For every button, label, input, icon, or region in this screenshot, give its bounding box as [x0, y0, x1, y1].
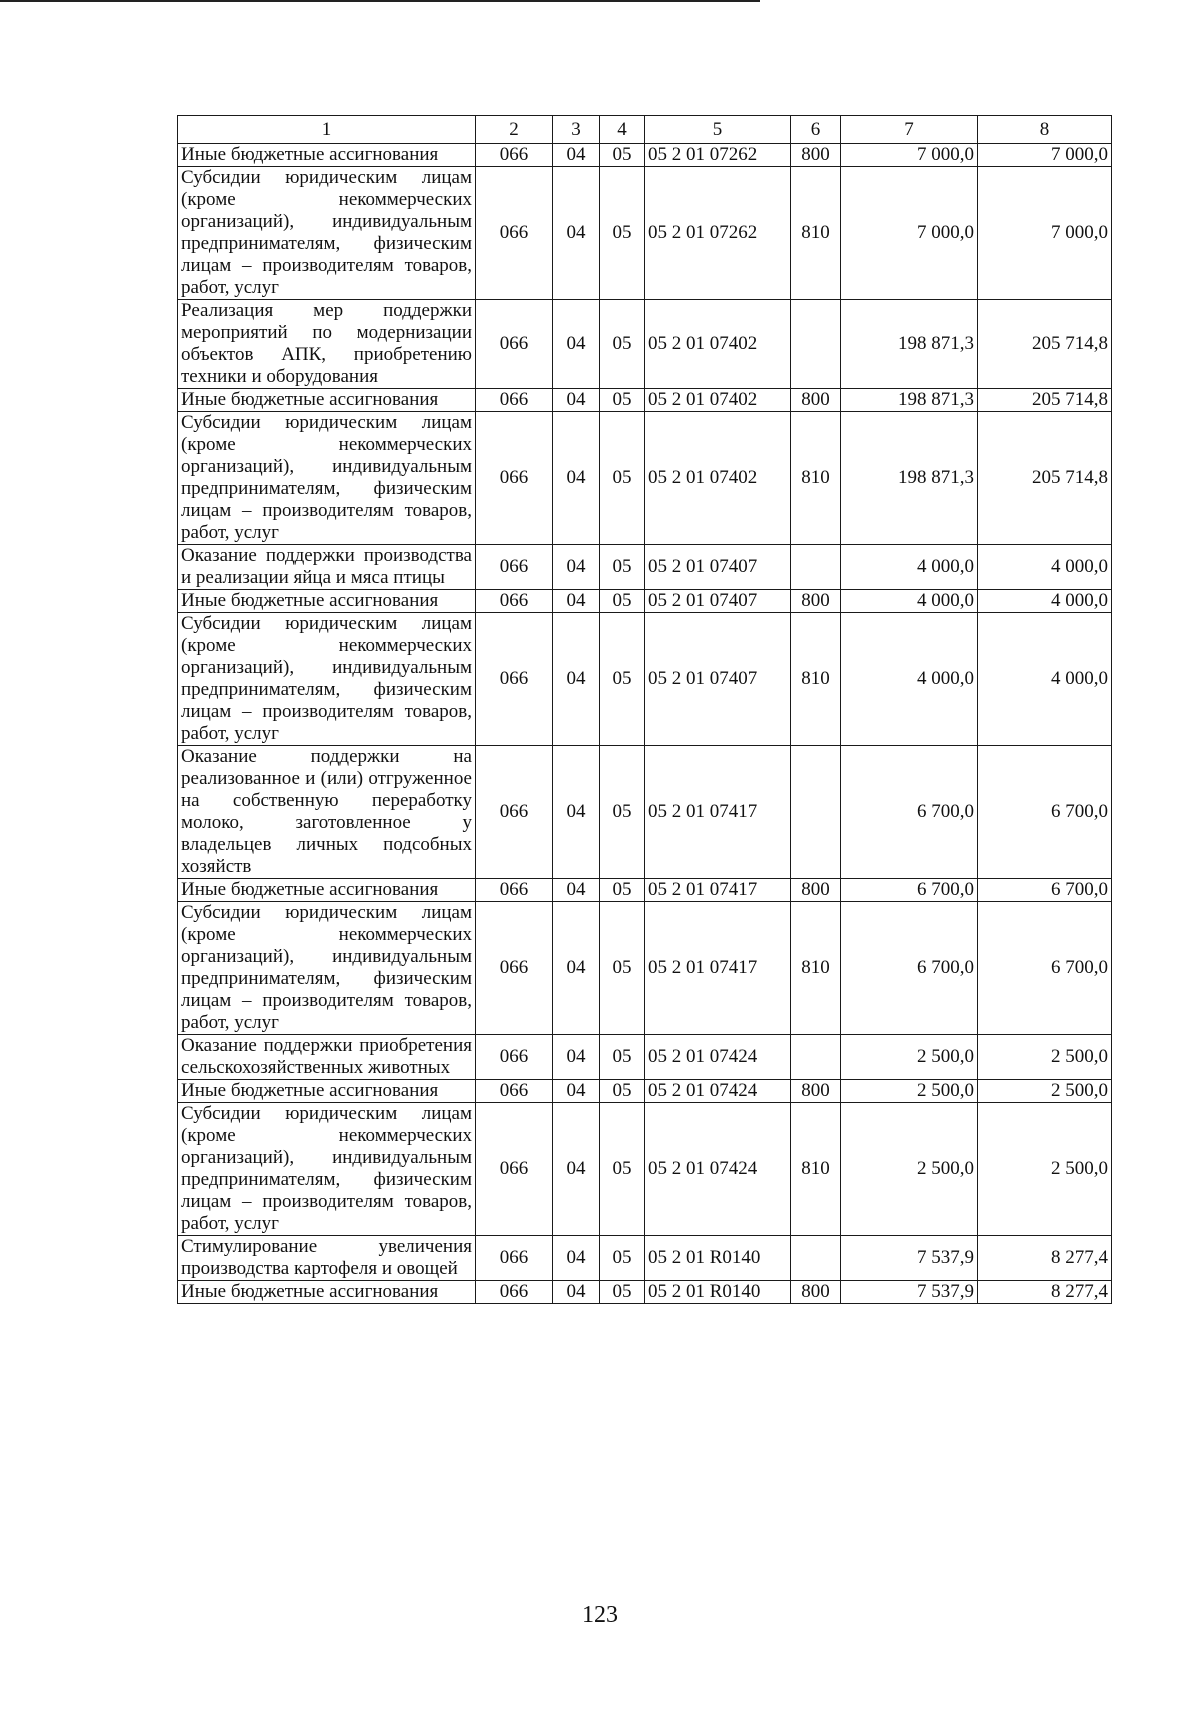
row-amount-col7: 2 500,0 [841, 1035, 978, 1080]
row-target-article: 05 2 01 07424 [645, 1035, 791, 1080]
row-amount-col7: 7 000,0 [841, 167, 978, 300]
row-target-article: 05 2 01 07424 [645, 1080, 791, 1103]
row-name: Субсидии юридическим лицам (кроме некоммерческих организаций), индивидуальным предпринимателям, физическим лицам – производителям товаров, работ, услуг [178, 1103, 476, 1236]
row-expense-type: 810 [791, 613, 841, 746]
row-amount-col8: 6 700,0 [978, 746, 1112, 879]
row-name: Оказание поддержки приобретения сельскохозяйственных животных [178, 1035, 476, 1080]
column-header: 3 [553, 116, 600, 144]
row-subsection: 05 [600, 879, 645, 902]
row-ministry-code: 066 [476, 167, 553, 300]
row-ministry-code: 066 [476, 1281, 553, 1304]
row-section: 04 [553, 1080, 600, 1103]
row-target-article: 05 2 01 07262 [645, 144, 791, 167]
column-header: 4 [600, 116, 645, 144]
page-number: 123 [582, 1602, 618, 1628]
row-target-article: 05 2 01 07262 [645, 167, 791, 300]
row-amount-col8: 7 000,0 [978, 144, 1112, 167]
row-section: 04 [553, 167, 600, 300]
row-amount-col8: 8 277,4 [978, 1281, 1112, 1304]
row-target-article: 05 2 01 07407 [645, 613, 791, 746]
row-amount-col7: 198 871,3 [841, 300, 978, 389]
row-ministry-code: 066 [476, 746, 553, 879]
row-ministry-code: 066 [476, 144, 553, 167]
row-target-article: 05 2 01 07402 [645, 389, 791, 412]
row-ministry-code: 066 [476, 879, 553, 902]
row-section: 04 [553, 879, 600, 902]
row-subsection: 05 [600, 1236, 645, 1281]
row-target-article: 05 2 01 07417 [645, 902, 791, 1035]
row-name: Оказание поддержки производства и реализации яйца и мяса птицы [178, 545, 476, 590]
row-name: Оказание поддержки на реализованное и (или) отгруженное на собственную переработку молоко, заготовленное у владельцев личных подсобных хозяйств [178, 746, 476, 879]
table-row [178, 879, 1112, 902]
row-amount-col7: 4 000,0 [841, 613, 978, 746]
row-ministry-code: 066 [476, 1103, 553, 1236]
row-section: 04 [553, 412, 600, 545]
table-row [178, 1035, 1112, 1080]
row-subsection: 05 [600, 167, 645, 300]
table-header-row [178, 116, 1112, 144]
row-amount-col8: 4 000,0 [978, 545, 1112, 590]
row-expense-type [791, 545, 841, 590]
row-amount-col8: 4 000,0 [978, 613, 1112, 746]
row-subsection: 05 [600, 545, 645, 590]
row-target-article: 05 2 01 07417 [645, 746, 791, 879]
table-row [178, 746, 1112, 879]
table-row [178, 613, 1112, 746]
row-amount-col8: 2 500,0 [978, 1035, 1112, 1080]
column-header: 1 [178, 116, 476, 144]
row-amount-col8: 205 714,8 [978, 389, 1112, 412]
row-name: Иные бюджетные ассигнования [178, 144, 476, 167]
table-row [178, 412, 1112, 545]
row-expense-type: 800 [791, 1080, 841, 1103]
row-section: 04 [553, 389, 600, 412]
row-amount-col8: 8 277,4 [978, 1236, 1112, 1281]
row-amount-col7: 7 537,9 [841, 1236, 978, 1281]
column-header: 6 [791, 116, 841, 144]
row-ministry-code: 066 [476, 1236, 553, 1281]
row-expense-type [791, 300, 841, 389]
row-target-article: 05 2 01 07424 [645, 1103, 791, 1236]
row-section: 04 [553, 613, 600, 746]
row-expense-type: 800 [791, 1281, 841, 1304]
row-section: 04 [553, 1035, 600, 1080]
row-amount-col7: 6 700,0 [841, 902, 978, 1035]
row-ministry-code: 066 [476, 300, 553, 389]
top-edge-rule [0, 0, 760, 2]
row-subsection: 05 [600, 746, 645, 879]
row-ministry-code: 066 [476, 1080, 553, 1103]
row-name: Иные бюджетные ассигнования [178, 389, 476, 412]
row-name: Стимулирование увеличения производства картофеля и овощей [178, 1236, 476, 1281]
row-amount-col7: 198 871,3 [841, 389, 978, 412]
row-name: Субсидии юридическим лицам (кроме некоммерческих организаций), индивидуальным предпринимателям, физическим лицам – производителям товаров, работ, услуг [178, 613, 476, 746]
row-expense-type: 810 [791, 1103, 841, 1236]
row-subsection: 05 [600, 300, 645, 389]
row-target-article: 05 2 01 07407 [645, 545, 791, 590]
row-expense-type [791, 746, 841, 879]
table-row [178, 1080, 1112, 1103]
row-subsection: 05 [600, 1035, 645, 1080]
row-amount-col7: 7 000,0 [841, 144, 978, 167]
table-row [178, 389, 1112, 412]
row-subsection: 05 [600, 389, 645, 412]
row-target-article: 05 2 01 R0140 [645, 1236, 791, 1281]
row-subsection: 05 [600, 1281, 645, 1304]
row-amount-col7: 2 500,0 [841, 1080, 978, 1103]
row-subsection: 05 [600, 590, 645, 613]
table-row [178, 902, 1112, 1035]
row-ministry-code: 066 [476, 902, 553, 1035]
table-row [178, 1103, 1112, 1236]
row-name: Иные бюджетные ассигнования [178, 1281, 476, 1304]
row-amount-col7: 198 871,3 [841, 412, 978, 545]
row-amount-col7: 4 000,0 [841, 545, 978, 590]
row-section: 04 [553, 1103, 600, 1236]
row-expense-type: 800 [791, 879, 841, 902]
column-header: 5 [645, 116, 791, 144]
row-amount-col7: 2 500,0 [841, 1103, 978, 1236]
row-amount-col7: 6 700,0 [841, 746, 978, 879]
table-row [178, 144, 1112, 167]
row-name: Субсидии юридическим лицам (кроме некоммерческих организаций), индивидуальным предпринимателям, физическим лицам – производителям товаров, работ, услуг [178, 412, 476, 545]
row-target-article: 05 2 01 07417 [645, 879, 791, 902]
row-name: Субсидии юридическим лицам (кроме некоммерческих организаций), индивидуальным предпринимателям, физическим лицам – производителям товаров, работ, услуг [178, 902, 476, 1035]
row-amount-col8: 2 500,0 [978, 1080, 1112, 1103]
row-section: 04 [553, 590, 600, 613]
table-row [178, 1236, 1112, 1281]
row-subsection: 05 [600, 902, 645, 1035]
row-ministry-code: 066 [476, 545, 553, 590]
row-ministry-code: 066 [476, 1035, 553, 1080]
table-row [178, 1281, 1112, 1304]
row-amount-col8: 4 000,0 [978, 590, 1112, 613]
row-subsection: 05 [600, 144, 645, 167]
row-subsection: 05 [600, 412, 645, 545]
row-name: Иные бюджетные ассигнования [178, 1080, 476, 1103]
row-ministry-code: 066 [476, 590, 553, 613]
row-expense-type [791, 1236, 841, 1281]
row-section: 04 [553, 545, 600, 590]
row-amount-col7: 4 000,0 [841, 590, 978, 613]
row-ministry-code: 066 [476, 389, 553, 412]
table-row [178, 167, 1112, 300]
row-expense-type: 800 [791, 144, 841, 167]
row-subsection: 05 [600, 1103, 645, 1236]
row-expense-type: 810 [791, 412, 841, 545]
row-section: 04 [553, 746, 600, 879]
row-subsection: 05 [600, 613, 645, 746]
row-ministry-code: 066 [476, 613, 553, 746]
row-target-article: 05 2 01 R0140 [645, 1281, 791, 1304]
row-amount-col8: 205 714,8 [978, 412, 1112, 545]
row-section: 04 [553, 144, 600, 167]
table-row [178, 590, 1112, 613]
row-section: 04 [553, 1281, 600, 1304]
row-expense-type: 810 [791, 902, 841, 1035]
row-ministry-code: 066 [476, 412, 553, 545]
row-amount-col7: 7 537,9 [841, 1281, 978, 1304]
budget-table [177, 115, 1112, 1304]
row-subsection: 05 [600, 1080, 645, 1103]
row-name: Иные бюджетные ассигнования [178, 590, 476, 613]
column-header: 8 [978, 116, 1112, 144]
row-expense-type: 800 [791, 590, 841, 613]
row-amount-col8: 205 714,8 [978, 300, 1112, 389]
row-amount-col8: 6 700,0 [978, 879, 1112, 902]
row-expense-type: 810 [791, 167, 841, 300]
table-row [178, 545, 1112, 590]
row-target-article: 05 2 01 07407 [645, 590, 791, 613]
table-row [178, 300, 1112, 389]
row-name: Субсидии юридическим лицам (кроме некоммерческих организаций), индивидуальным предпринимателям, физическим лицам – производителям товаров, работ, услуг [178, 167, 476, 300]
row-target-article: 05 2 01 07402 [645, 412, 791, 545]
row-name: Иные бюджетные ассигнования [178, 879, 476, 902]
row-expense-type [791, 1035, 841, 1080]
row-expense-type: 800 [791, 389, 841, 412]
row-amount-col8: 7 000,0 [978, 167, 1112, 300]
row-target-article: 05 2 01 07402 [645, 300, 791, 389]
row-section: 04 [553, 1236, 600, 1281]
row-amount-col8: 2 500,0 [978, 1103, 1112, 1236]
row-amount-col8: 6 700,0 [978, 902, 1112, 1035]
column-header: 7 [841, 116, 978, 144]
row-amount-col7: 6 700,0 [841, 879, 978, 902]
row-section: 04 [553, 300, 600, 389]
row-name: Реализация мер поддержки мероприятий по модернизации объектов АПК, приобретению техники и оборудования [178, 300, 476, 389]
row-section: 04 [553, 902, 600, 1035]
column-header: 2 [476, 116, 553, 144]
